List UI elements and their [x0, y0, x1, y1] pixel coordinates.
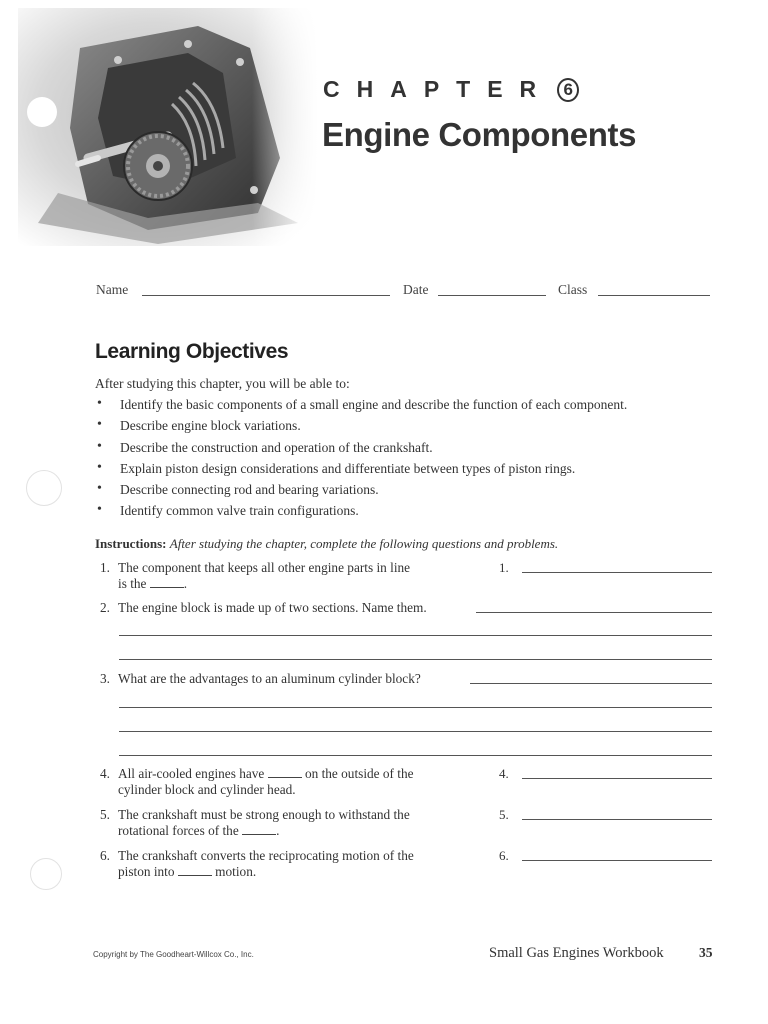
chapter-label-text: CHAPTER	[323, 76, 554, 102]
question-number: 2.	[100, 600, 110, 615]
learning-objectives-list	[95, 397, 715, 525]
answer-line-3[interactable]	[119, 755, 712, 756]
copyright-notice: Copyright by The Goodheart-Willcox Co., Inc.	[93, 950, 254, 959]
objective-text: Identify the basic components of a small engine and describe the function of each component.	[120, 397, 628, 412]
answer-line-1[interactable]	[522, 572, 712, 573]
learning-objectives-heading: Learning Objectives	[95, 340, 289, 363]
question-text: The engine block is made up of two sections. Name them.	[118, 600, 427, 615]
punch-hole	[30, 858, 62, 890]
answer-number: 4.	[499, 766, 509, 781]
answer-line-3[interactable]	[119, 707, 712, 708]
question-line: is the	[118, 576, 150, 591]
objective-text: Explain piston design considerations and differentiate between types of piston rings.	[120, 460, 576, 476]
question-number: 4.	[100, 766, 110, 781]
date-field[interactable]	[438, 295, 546, 296]
inline-blank	[150, 577, 184, 588]
question-2	[100, 600, 427, 616]
list-item	[95, 440, 715, 461]
objective-text: Describe the construction and operation of the crankshaft.	[120, 439, 433, 455]
question-5	[100, 807, 410, 839]
question-number: 3.	[100, 671, 110, 686]
instructions-text: After studying the chapter, complete the following questions and problems.	[169, 536, 559, 551]
question-number: 6.	[100, 848, 110, 863]
question-text: What are the advantages to an aluminum cylinder block?	[118, 671, 421, 686]
question-number: 1.	[100, 560, 110, 575]
question-line: .	[276, 823, 280, 838]
inline-blank	[242, 824, 276, 835]
chapter-number: 6	[557, 78, 579, 102]
punch-hole	[26, 470, 62, 506]
answer-line-4[interactable]	[522, 778, 712, 779]
class-label: Class	[558, 282, 588, 297]
name-field[interactable]	[142, 295, 390, 296]
list-item	[95, 397, 715, 418]
inline-blank	[178, 865, 212, 876]
question-line: on the outside of the	[301, 766, 414, 781]
bullet-icon: •	[97, 438, 102, 454]
question-line: The crankshaft must be strong enough to withstand the	[118, 807, 410, 822]
objective-text: Describe connecting rod and bearing variations.	[120, 482, 379, 498]
bullet-icon: •	[97, 502, 102, 518]
answer-number: 1.	[499, 560, 509, 575]
question-text	[118, 807, 410, 839]
inline-blank	[268, 767, 302, 778]
chapter-label	[323, 76, 579, 103]
name-label: Name	[96, 282, 129, 297]
question-line: cylinder block and cylinder head.	[118, 782, 296, 797]
bullet-icon: •	[97, 459, 102, 475]
question-3	[100, 671, 421, 687]
chapter-title: Engine Components	[322, 116, 637, 153]
question-line: .	[183, 576, 188, 591]
question-line: piston into	[118, 864, 178, 879]
question-line: The component that keeps all other engine parts in line	[118, 560, 411, 575]
book-title: Small Gas Engines Workbook	[489, 945, 664, 961]
objective-text: Describe engine block variations.	[120, 418, 301, 434]
question-line: rotational forces of the	[118, 823, 243, 838]
question-line: The crankshaft converts the reciprocating motion of the	[118, 848, 414, 863]
answer-line-6[interactable]	[522, 860, 712, 861]
answer-number: 5.	[499, 807, 509, 822]
question-text	[118, 560, 410, 592]
list-item	[95, 418, 715, 439]
instructions-label: Instructions:	[95, 536, 167, 551]
answer-line-3[interactable]	[470, 683, 712, 684]
list-item	[95, 482, 715, 503]
question-text	[118, 848, 414, 880]
learning-objectives-intro: After studying this chapter, you will be able to:	[95, 376, 350, 391]
bullet-icon: •	[97, 417, 102, 433]
objective-text: Identify common valve train configurations.	[120, 503, 359, 519]
bullet-icon: •	[97, 396, 102, 411]
list-item	[95, 503, 715, 524]
question-1	[100, 560, 410, 592]
list-item	[95, 461, 715, 482]
class-field[interactable]	[598, 295, 710, 296]
question-number: 5.	[100, 807, 110, 822]
answer-line-2[interactable]	[476, 612, 712, 613]
answer-number: 6.	[499, 848, 509, 863]
question-line: All air-cooled engines have	[118, 766, 268, 781]
instructions	[95, 536, 558, 552]
answer-line-2[interactable]	[119, 659, 712, 660]
question-6	[100, 848, 414, 880]
answer-line-2[interactable]	[119, 635, 712, 636]
question-text	[118, 766, 414, 798]
answer-line-3[interactable]	[119, 731, 712, 732]
bullet-icon: •	[97, 481, 102, 497]
question-line: motion.	[211, 864, 257, 879]
page-number: 35	[699, 945, 713, 960]
engine-photo	[18, 8, 318, 246]
answer-line-5[interactable]	[522, 819, 712, 820]
question-4	[100, 766, 414, 798]
date-label: Date	[403, 282, 429, 297]
